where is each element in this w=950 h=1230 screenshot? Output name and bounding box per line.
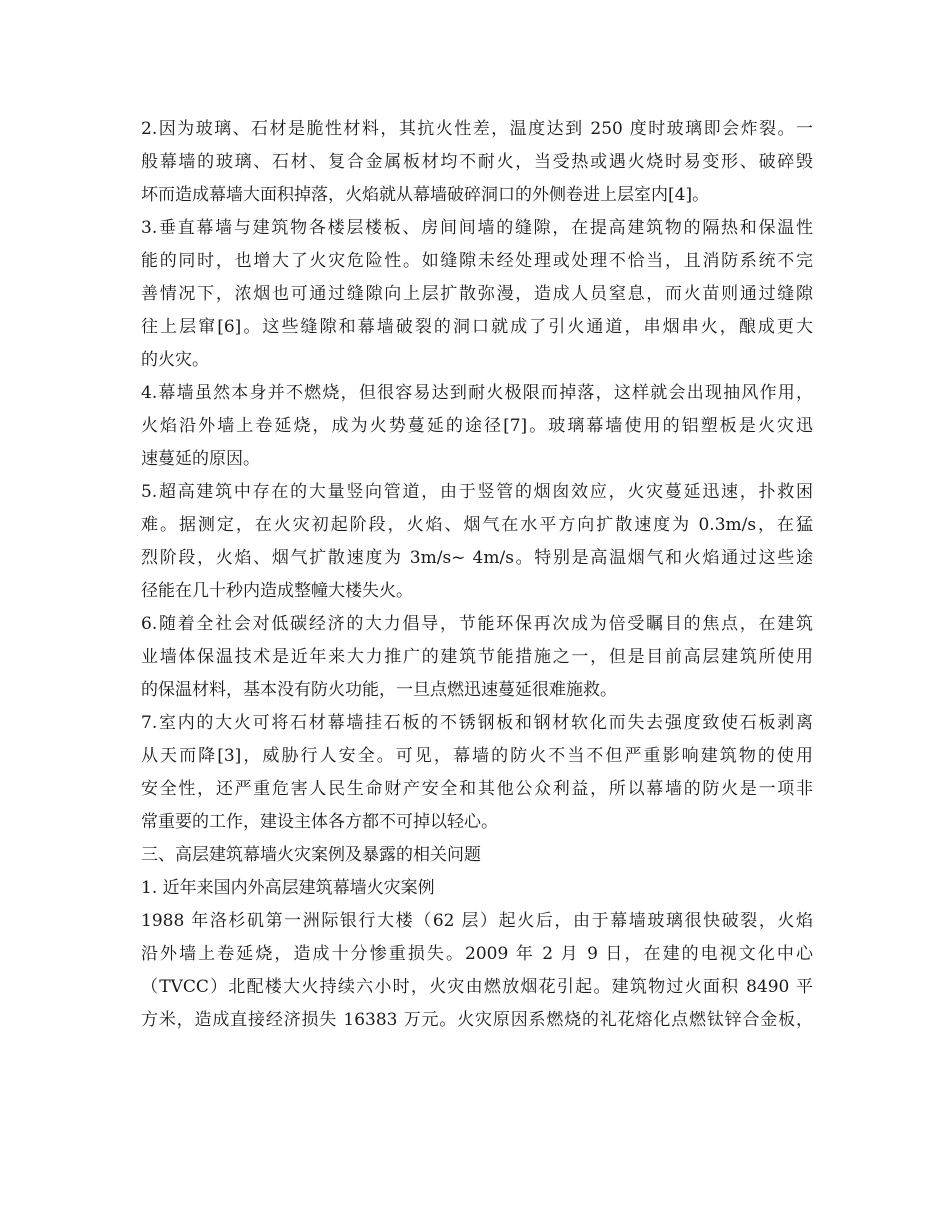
text-line: 火焰沿外墙上卷延烧，成为火势蔓延的途径[7]。玻璃幕墙使用的铝塑板是火灾迅 — [141, 416, 813, 436]
text-line: 般幕墙的玻璃、石材、复合金属板材均不耐火，当受热或遇火烧时易变形、破碎毁 — [141, 152, 813, 172]
text-line: 3.垂直幕墙与建筑物各楼层楼板、房间间墙的缝隙，在提高建筑物的隔热和保温性 — [141, 218, 813, 238]
document-body — [141, 113, 813, 1037]
text-line: 业墙体保温技术是近年来大力推广的建筑节能措施之一，但是目前高层建筑所使用 — [141, 647, 813, 667]
text-line: 安全性，还严重危害人民生命财产安全和其他公众利益，所以幕墙的防火是一项非 — [141, 779, 813, 799]
text-line: 沿外墙上卷延烧，造成十分惨重损失。2009 年 2 月 9 日，在建的电视文化中心 — [141, 944, 813, 964]
text-line: 速蔓延的原因。 — [141, 449, 260, 469]
text-line: 2.因为玻璃、石材是脆性材料，其抗火性差，温度达到 250 度时玻璃即会炸裂。一 — [141, 119, 813, 139]
text-line: 6.随着全社会对低碳经济的大力倡导，节能环保再次成为倍受瞩目的焦点，在建筑 — [141, 614, 813, 634]
text-line: 善情况下，浓烟也可通过缝隙向上层扩散弥漫，造成人员窒息，而火苗则通过缝隙 — [141, 284, 813, 304]
text-line: 烈阶段，火焰、烟气扩散速度为 3m/s~ 4m/s。特别是高温烟气和火焰通过这些途 — [141, 548, 813, 568]
section-heading: 三、高层建筑幕墙火灾案例及暴露的相关问题 — [141, 845, 481, 865]
text-line: 的火灾。 — [141, 350, 209, 370]
text-line: 的保温材料，基本没有防火功能，一旦点燃迅速蔓延很难施救。 — [141, 680, 617, 700]
subsection-heading: 1. 近年来国内外高层建筑幕墙火灾案例 — [141, 878, 435, 898]
text-line: （TVCC）北配楼大火持续六小时，火灾由燃放烟花引起。建筑物过火面积 8490 平 — [141, 977, 813, 997]
text-line: 4.幕墙虽然本身并不燃烧，但很容易达到耐火极限而掉落，这样就会出现抽风作用， — [141, 383, 813, 403]
text-line: 7.室内的大火可将石材幕墙挂石板的不锈钢板和钢材软化而失去强度致使石板剥离 — [141, 713, 813, 733]
text-line: 径能在几十秒内造成整幢大楼失火。 — [141, 581, 413, 601]
text-line: 能的同时，也增大了火灾危险性。如缝隙未经处理或处理不恰当，且消防系统不完 — [141, 251, 813, 271]
text-line: 往上层窜[6]。这些缝隙和幕墙破裂的洞口就成了引火通道，串烟串火，酿成更大 — [141, 317, 813, 337]
text-line: 常重要的工作，建设主体各方都不可掉以轻心。 — [141, 812, 498, 832]
text-line: 1988 年洛杉矶第一洲际银行大楼（62 层）起火后，由于幕墙玻璃很快破裂，火焰 — [141, 911, 813, 931]
text-line: 5.超高建筑中存在的大量竖向管道，由于竖管的烟囱效应，火灾蔓延迅速，扑救困 — [141, 482, 813, 502]
text-line: 从天而降[3]，威胁行人安全。可见，幕墙的防火不当不但严重影响建筑物的使用 — [141, 746, 813, 766]
text-line: 难。据测定，在火灾初起阶段，火焰、烟气在水平方向扩散速度为 0.3m/s，在猛 — [141, 515, 813, 535]
text-line: 方米，造成直接经济损失 16383 万元。火灾原因系燃烧的礼花熔化点燃钛锌合金板， — [141, 1010, 813, 1030]
text-line: 坏而造成幕墙大面积掉落，火焰就从幕墙破碎洞口的外侧卷进上层室内[4]。 — [141, 185, 710, 205]
